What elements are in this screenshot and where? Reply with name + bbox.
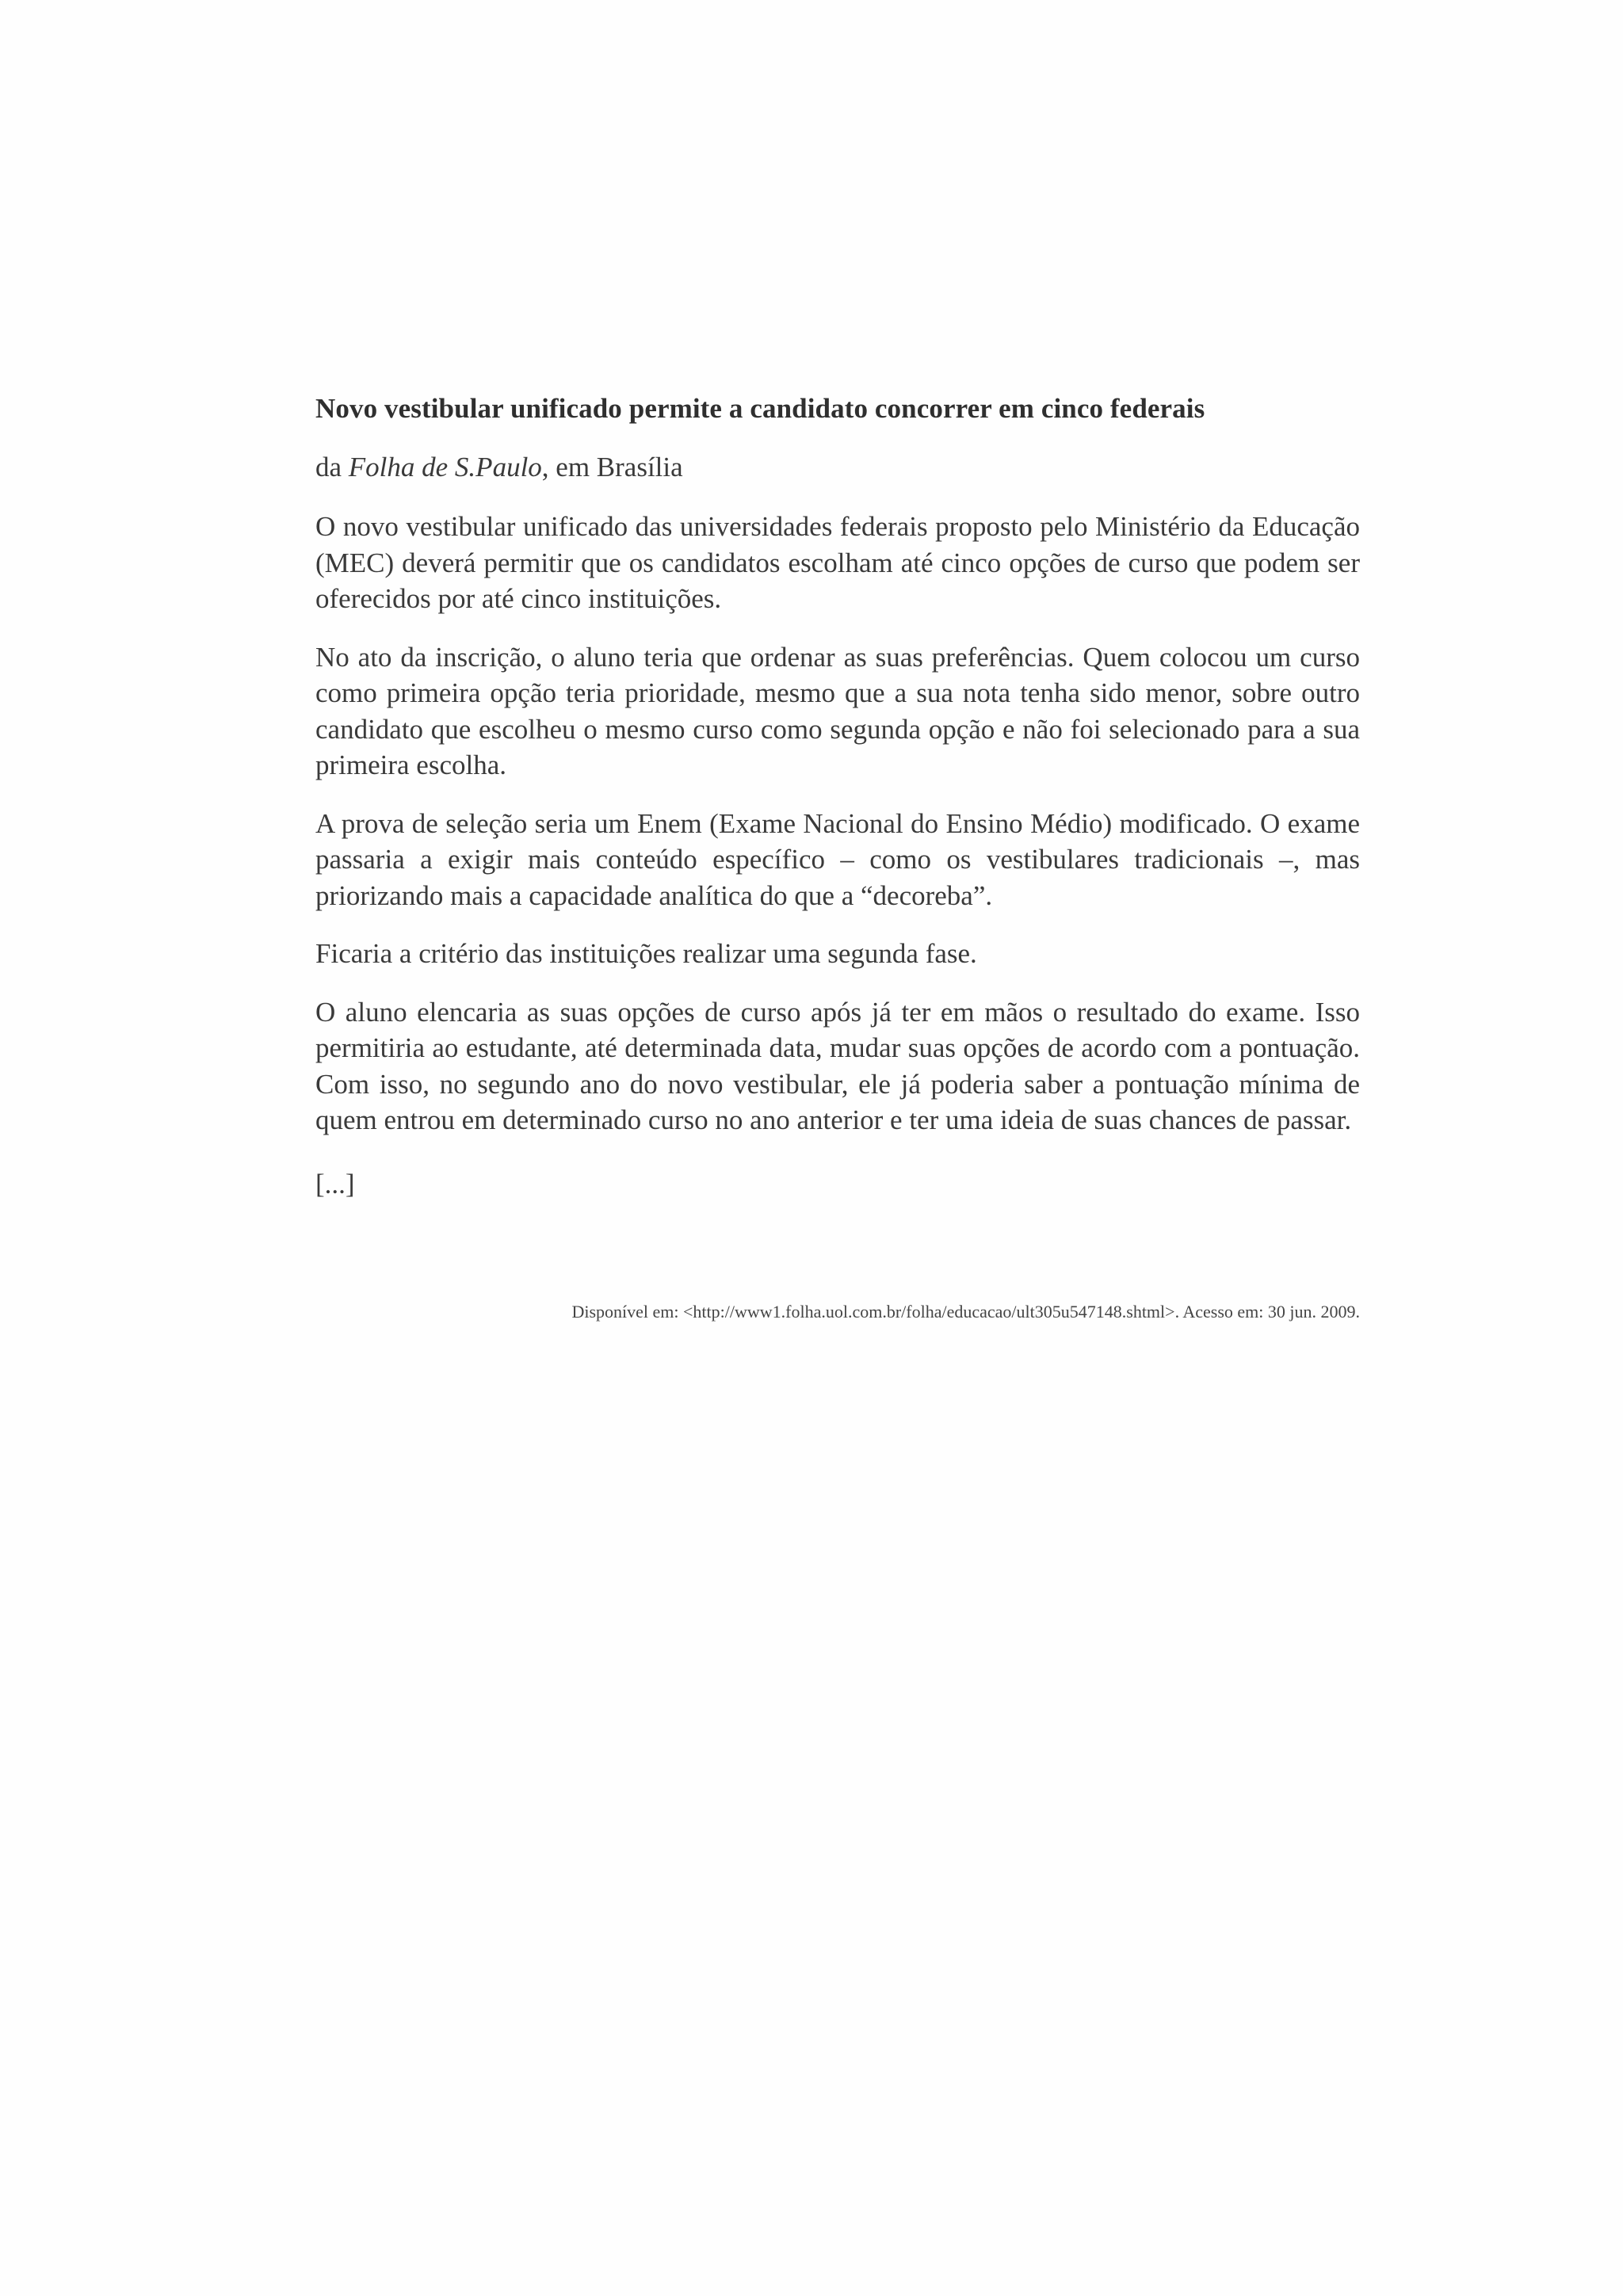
byline-suffix: , em Brasília (541, 452, 683, 482)
article-headline: Novo vestibular unificado permite a candidato concorrer em cinco federais (315, 393, 1205, 424)
article-paragraph: No ato da inscrição, o aluno teria que ordenar as suas preferências. Quem colocou um curso como primeira opção teria prioridade, mesmo que a sua nota tenha sido menor, sobre outro candidato que escolheu o mesmo curso como segunda opção e não foi selecionado para a sua primeira escolha. (315, 641, 1360, 780)
article-paragraph: A prova de seleção seria um Enem (Exame Nacional do Ensino Médio) modificado. O exame passaria a exigir mais conteúdo específico – como os vestibulares tradicionais –, mas priorizando mais a capacidade analítica do que a “decoreba”. (315, 807, 1360, 911)
byline-publication: Folha de S.Paulo (348, 452, 542, 482)
article (315, 390, 1360, 1203)
article-paragraph: O novo vestibular unificado das universidades federais proposto pelo Ministério da Educação (MEC) deverá permitir que os candidatos escolham até cinco opções de curso que podem ser oferecidos por até cinco instituições. (315, 511, 1360, 614)
source-citation: Disponível em: <http://www1.folha.uol.com.br/folha/educacao/ult305u547148.shtml>. Acesso em: 30 jun. 2009. (571, 1302, 1360, 1322)
article-ellipsis: [...] (315, 1168, 355, 1199)
article-byline (315, 448, 1360, 486)
byline-prefix: da (315, 452, 349, 482)
article-paragraph: Ficaria a critério das instituições realizar uma segunda fase. (315, 938, 977, 969)
article-paragraph: O aluno elencaria as suas opções de curso após já ter em mãos o resultado do exame. Isso permitiria ao estudante, até determinada data, mudar suas opções de acordo com a pontuação. Com isso, no segundo ano do novo vestibular, ele já poderia saber a pontuação mínima de quem entrou em determinado curso no ano anterior e ter uma ideia de suas chances de passar. (315, 996, 1360, 1135)
